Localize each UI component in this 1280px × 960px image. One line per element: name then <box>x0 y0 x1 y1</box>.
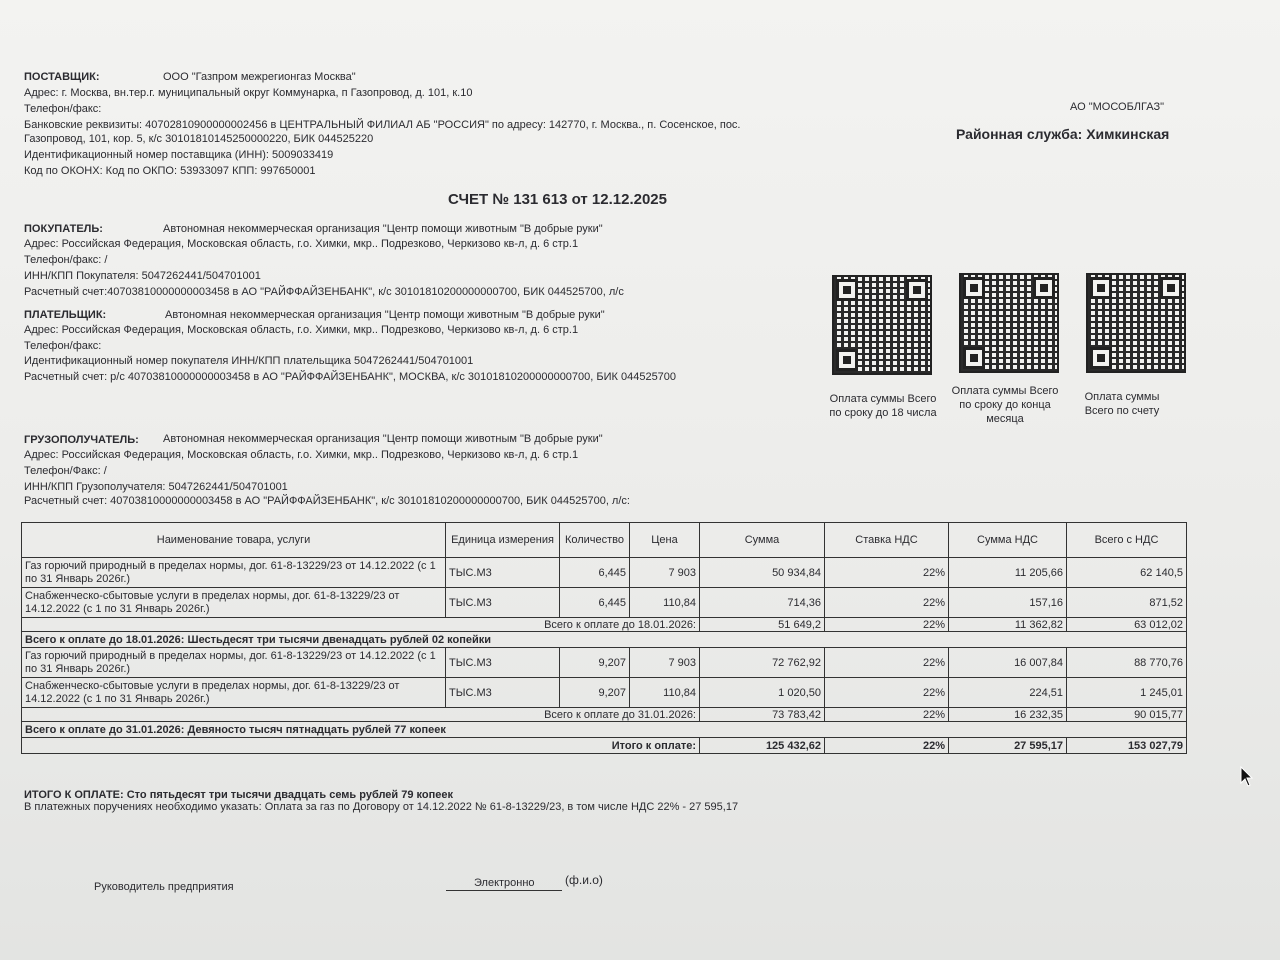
col-unit: Единица измерения <box>446 523 560 558</box>
col-sum: Сумма <box>700 523 825 558</box>
subtotal-label: Всего к оплате до 31.01.2026: <box>22 708 700 722</box>
payer-name: Автономная некоммерческая организация "Центр помощи животным "В добрые руки" <box>165 309 605 321</box>
invoice-title: СЧЕТ № 131 613 от 12.12.2025 <box>448 191 667 208</box>
row-rate: 22% <box>825 588 949 618</box>
row-total: 62 140,5 <box>1067 558 1187 588</box>
buyer-phone: Телефон/факс: / <box>24 254 108 266</box>
supplier-codes: Код по ОКОНХ: Код по ОКПО: 53933097 КПП: 997650001 <box>24 165 316 177</box>
consignee-phone: Телефон/Факс: / <box>24 465 107 477</box>
consignee-label: ГРУЗОПОЛУЧАТЕЛЬ: <box>24 434 139 446</box>
consignee-address: Адрес: Российская Федерация, Московская область, г.о. Химки, мкр.. Подрезково, Черкизово кв-л, д. 6 стр.1 <box>24 449 579 461</box>
total-in-words: ИТОГО К ОПЛАТЕ: Сто пятьдесят три тысячи двадцать семь рублей 79 копеек <box>24 789 453 801</box>
table-header <box>22 523 1187 558</box>
signature-line <box>446 890 562 891</box>
row-unit: ТЫС.М3 <box>446 648 560 678</box>
buyer-label: ПОКУПАТЕЛЬ: <box>24 223 103 235</box>
row-name: Газ горючий природный в пределах нормы, дог. 61-8-13229/23 от 14.12.2022 (с 1 по 31 Январь 2026г.) <box>22 648 446 678</box>
buyer-inn: ИНН/КПП Покупателя: 5047262441/504701001 <box>24 270 261 282</box>
subtotal-rate: 22% <box>825 618 949 632</box>
row-name: Снабженческо-сбытовые услуги в пределах нормы, дог. 61-8-13229/23 от 14.12.2022 (с 1 по 31 Январь 2026г.) <box>22 588 446 618</box>
grand-total-sum: 125 432,62 <box>700 738 825 754</box>
supplier-name: ООО "Газпром межрегионгаз Москва" <box>163 71 356 83</box>
row-vat: 157,16 <box>949 588 1067 618</box>
qr-code-total <box>1086 273 1186 373</box>
supplier-bank-2: Газопровод, 101, кор. 5, к/с 30101810145250000220, БИК 044525220 <box>24 133 374 145</box>
grand-total-rate: 22% <box>825 738 949 754</box>
head-label: Руководитель предприятия <box>94 881 234 893</box>
row-vat: 11 205,66 <box>949 558 1067 588</box>
table-row <box>22 678 1187 708</box>
subtotal-sum: 73 783,42 <box>700 708 825 722</box>
table-row <box>22 648 1187 678</box>
row-vat: 16 007,84 <box>949 648 1067 678</box>
row-total: 88 770,76 <box>1067 648 1187 678</box>
supplier-address: Адрес: г. Москва, вн.тер.г. муниципальный округ Коммунарка, п Газопровод, д. 101, к.10 <box>24 87 473 99</box>
grand-total-row <box>22 738 1187 754</box>
row-qty: 9,207 <box>560 678 630 708</box>
grand-total-total: 153 027,79 <box>1067 738 1187 754</box>
total-words-18: Всего к оплате до 18.01.2026: Шестьдесят три тысячи двенадцать рублей 02 копейки <box>22 632 1187 648</box>
consignee-inn: ИНН/КПП Грузополучателя: 5047262441/504701001 <box>24 481 288 493</box>
row-unit: ТЫС.М3 <box>446 588 560 618</box>
table-row <box>22 558 1187 588</box>
row-sum: 714,36 <box>700 588 825 618</box>
row-name: Газ горючий природный в пределах нормы, дог. 61-8-13229/23 от 14.12.2022 (с 1 по 31 Январь 2026г.) <box>22 558 446 588</box>
payer-label: ПЛАТЕЛЬЩИК: <box>24 309 107 321</box>
grand-total-vat: 27 595,17 <box>949 738 1067 754</box>
row-qty: 6,445 <box>560 588 630 618</box>
items-table <box>21 522 1187 754</box>
supplier-phone: Телефон/факс: <box>24 103 102 115</box>
supplier-inn: Идентификационный номер поставщика (ИНН): 5009033419 <box>24 149 334 161</box>
consignee-name: Автономная некоммерческая организация "Центр помощи животным "В добрые руки" <box>163 433 603 445</box>
row-price: 7 903 <box>630 558 700 588</box>
supplier-label: ПОСТАВЩИК: <box>24 71 100 83</box>
row-rate: 22% <box>825 648 949 678</box>
payment-note: В платежных поручениях необходимо указать: Оплата за газ по Договору от 14.12.2022 № 61-8-13229/23, в том числе НДС 22% - 27 595,17 <box>24 801 739 813</box>
subtotal-total: 63 012,02 <box>1067 618 1187 632</box>
table-row <box>22 588 1187 618</box>
row-price: 110,84 <box>630 588 700 618</box>
payer-phone: Телефон/факс: <box>24 340 102 352</box>
col-qty: Количество <box>560 523 630 558</box>
row-sum: 72 762,92 <box>700 648 825 678</box>
row-total: 1 245,01 <box>1067 678 1187 708</box>
row-unit: ТЫС.М3 <box>446 558 560 588</box>
row-rate: 22% <box>825 558 949 588</box>
qr-code-18th <box>832 275 932 375</box>
words-row-31 <box>22 722 1187 738</box>
consignee-account: Расчетный счет: 40703810000000003458 в АО "РАЙФФАЙЗЕНБАНК", к/с 30101810200000000700, БИК 044525700, л/с: <box>24 495 630 507</box>
fio-label: (ф.и.о) <box>565 873 603 887</box>
col-vat-rate: Ставка НДС <box>825 523 949 558</box>
company-name: АО "МОСОБЛГАЗ" <box>1070 101 1165 113</box>
col-name: Наименование товара, услуги <box>22 523 446 558</box>
col-total: Всего с НДС <box>1067 523 1187 558</box>
row-rate: 22% <box>825 678 949 708</box>
row-sum: 1 020,50 <box>700 678 825 708</box>
row-qty: 9,207 <box>560 648 630 678</box>
qr-caption-18th: Оплата суммы Всего по сроку до 18 числа <box>829 393 937 419</box>
grand-total-label: Итого к оплате: <box>22 738 700 754</box>
payer-address: Адрес: Российская Федерация, Московская область, г.о. Химки, мкр.. Подрезково, Черкизово кв-л, д. 6 стр.1 <box>24 324 579 336</box>
subtotal-rate: 22% <box>825 708 949 722</box>
subtotal-label: Всего к оплате до 18.01.2026: <box>22 618 700 632</box>
subtotal-vat: 11 362,82 <box>949 618 1067 632</box>
subtotal-row-18 <box>22 618 1187 632</box>
subtotal-sum: 51 649,2 <box>700 618 825 632</box>
buyer-address: Адрес: Российская Федерация, Московская область, г.о. Химки, мкр.. Подрезково, Черкизово кв-л, д. 6 стр.1 <box>24 238 579 250</box>
col-vat-sum: Сумма НДС <box>949 523 1067 558</box>
row-price: 110,84 <box>630 678 700 708</box>
row-total: 871,52 <box>1067 588 1187 618</box>
total-words-31: Всего к оплате до 31.01.2026: Девяносто тысяч пятнадцать рублей 77 копеек <box>22 722 1187 738</box>
supplier-bank-1: Банковские реквизиты: 40702810900000002456 в ЦЕНТРАЛЬНЫЙ ФИЛИАЛ АБ "РОССИЯ" по адресу: 142770, г. Москва., п. Сосенское, пос. <box>24 119 741 131</box>
mouse-cursor-icon <box>1240 766 1254 788</box>
payer-account: Расчетный счет: р/с 40703810000000003458 в АО "РАЙФФАЙЗЕНБАНК", МОСКВА, к/с 30101810200000000700, БИК 044525700 <box>24 371 677 383</box>
signature-text: Электронно <box>474 877 535 889</box>
qr-code-month-end <box>959 273 1059 373</box>
subtotal-vat: 16 232,35 <box>949 708 1067 722</box>
payer-inn: Идентификационный номер покупателя ИНН/КПП плательщика 5047262441/504701001 <box>24 355 474 367</box>
row-name: Снабженческо-сбытовые услуги в пределах нормы, дог. 61-8-13229/23 от 14.12.2022 (с 1 по 31 Январь 2026г.) <box>22 678 446 708</box>
qr-caption-total: Оплата суммы Всего по счету <box>1084 391 1160 417</box>
subtotal-row-31 <box>22 708 1187 722</box>
buyer-name: Автономная некоммерческая организация "Центр помощи животным "В добрые руки" <box>163 223 603 235</box>
row-unit: ТЫС.М3 <box>446 678 560 708</box>
row-qty: 6,445 <box>560 558 630 588</box>
row-vat: 224,51 <box>949 678 1067 708</box>
row-price: 7 903 <box>630 648 700 678</box>
qr-caption-month-end: Оплата суммы Всего по сроку до конца месяца <box>951 385 1059 425</box>
subtotal-total: 90 015,77 <box>1067 708 1187 722</box>
row-sum: 50 934,84 <box>700 558 825 588</box>
words-row-18 <box>22 632 1187 648</box>
col-price: Цена <box>630 523 700 558</box>
service-name: Районная служба: Химкинская <box>956 126 1170 142</box>
buyer-account: Расчетный счет:40703810000000003458 в АО "РАЙФФАЙЗЕНБАНК", к/с 30101810200000000700, БИК 044525700, л/с <box>24 286 624 298</box>
